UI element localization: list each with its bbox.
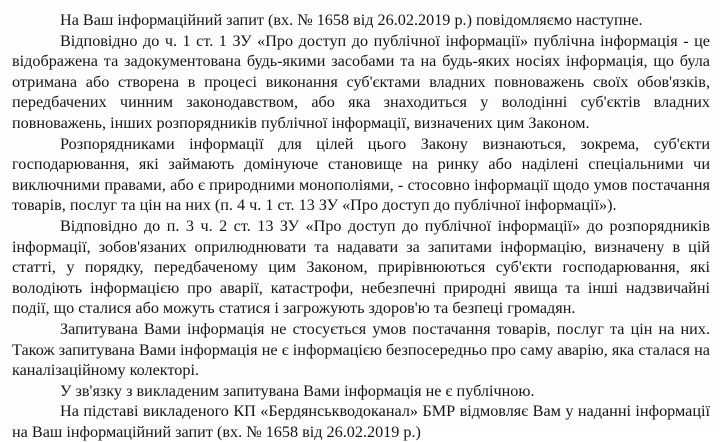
paragraph-holders: Розпорядниками інформації для цілей цього Закону визнаються, зокрема, суб'єкти господарювання, які займають домінуюче становище на ринку або наділені спеціальними чи виключними правами, або є природними монополіями, - стосовно інформації щодо умов постачання товарів, послуг та цін на них (п. 4 ч. 1 ст. 13 ЗУ «Про доступ до публічної інформації»). (12, 134, 710, 215)
paragraph-equated-holders: Відповідно до п. 3 ч. 2 ст. 13 ЗУ «Про доступ до публічної інформації» до розпорядників інформації, зобов'язаних оприлюднювати та надавати за запитами інформацію, визначену в цій статті, у порядку, передбаченому цим Законом, прирівнюються суб'єкти господарювання, які володіють інформацією про аварії, катастрофи, небезпечні природні явища та інші надзвичайні події, що сталися або можуть статися і загрожують здоров'ю та безпеці громадян. (12, 216, 710, 318)
paragraph-definition: Відповідно до ч. 1 ст. 1 ЗУ «Про доступ до публічної інформації» публічна інформація - це відображена та задокументована будь-якими засобами та на будь-яких носіях інформація, що була отримана або створена в процесі виконання суб'єктами владних повноважень своїх обов'язків, передбачених чинним законодавством, або яка знаходиться у володінні суб'єктів владних повноважень, інших розпорядників публічної інформації, визначених цим Законом. (12, 31, 710, 132)
paragraph-conclusion: У зв'язку з викладеним запитувана Вами інформація не є публічною. (60, 381, 535, 400)
paragraph-request-scope: Запитувана Вами інформація не стосується умов постачання товарів, послуг та цін на них. Також запитувана Вами інформація не є інформацією безпосередньо про саму аварію, яка сталася на каналізаційному колекторі. (12, 319, 710, 380)
document-body (12, 10, 710, 442)
paragraph-intro: На Ваш інформаційний запит (вх. № 1658 від 26.02.2019 р.) повідомляємо наступне. (60, 11, 643, 29)
paragraph-refusal: На підставі викладеного КП «Бердянськводоканал» БМР відмовляє Вам у наданні інформації на Ваш інформаційний запит (вх. № 1658 від 26.02.2019 р.) (12, 402, 710, 441)
